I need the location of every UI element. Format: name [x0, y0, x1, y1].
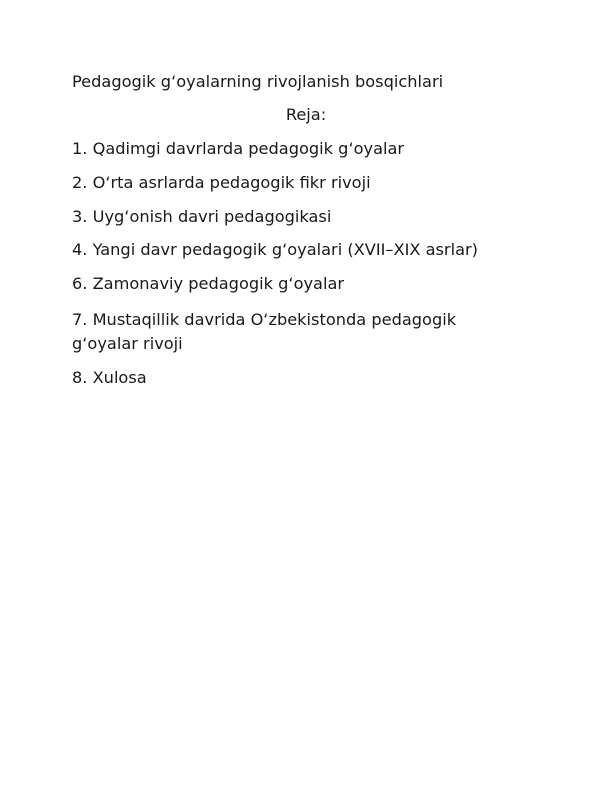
plan-item: 7. Mustaqillik davrida O‘zbekistonda pedagogik g‘oyalar rivoji	[72, 310, 457, 353]
plan-heading: Reja:	[285, 105, 327, 124]
plan-item: 2. O‘rta asrlarda pedagogik fikr rivoji	[72, 173, 371, 192]
plan-item: 1. Qadimgi davrlarda pedagogik g‘oyalar	[72, 139, 405, 158]
plan-item: 8. Xulosa	[72, 368, 147, 387]
plan-item: 4. Yangi davr pedagogik g‘oyalari (XVII–XIX asrlar)	[72, 240, 478, 259]
document-title: Pedagogik g‘oyalarning rivojlanish bosqichlari	[72, 72, 444, 91]
plan-item: 6. Zamonaviy pedagogik g‘oyalar	[72, 274, 345, 293]
plan-item: 3. Uyg‘onish davri pedagogikasi	[72, 207, 332, 226]
